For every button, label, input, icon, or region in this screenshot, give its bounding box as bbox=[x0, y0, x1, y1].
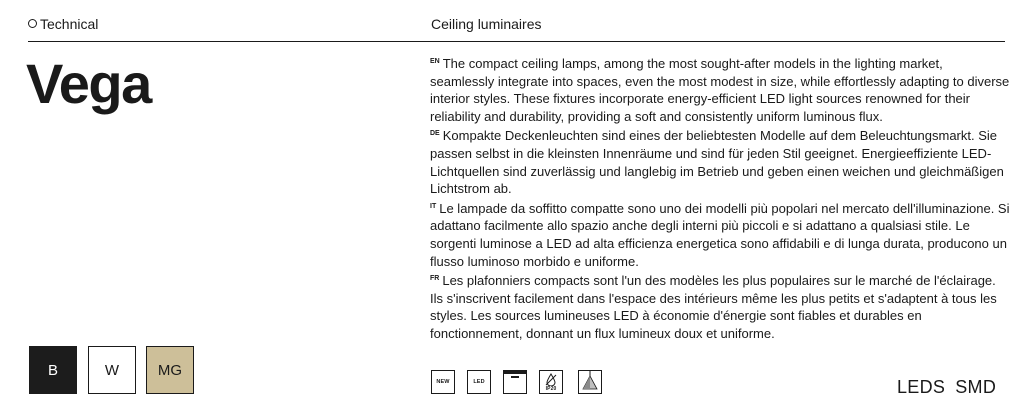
lang-tag: EN bbox=[430, 58, 440, 65]
product-title: Vega bbox=[26, 52, 151, 115]
lang-tag: IT bbox=[430, 202, 437, 210]
description-en: $^{EN}$ The compact ceiling lamps, among the most sought-after models in the lighting market, seamlessly integrate into spaces, even the most modest in size, while effortlessly adapting to diverse interior styles. These fixtures incorporate energy-efficient LED light sources renowned for their reliability and durability, providing a soft and consistently uniform luminous flux. bbox=[430, 56, 1010, 124]
finish-swatch-matte-gold[interactable]: MG bbox=[146, 346, 194, 394]
new-icon: NEW bbox=[431, 370, 455, 394]
section-label: Technical bbox=[28, 16, 98, 32]
led-icon: LED bbox=[467, 370, 491, 394]
description-block bbox=[430, 53, 1010, 343]
lang-tag: FR bbox=[430, 275, 440, 283]
finish-swatch-white[interactable]: W bbox=[88, 346, 136, 394]
header-divider bbox=[28, 41, 1005, 42]
light-source-label: LEDS SMD bbox=[897, 377, 997, 397]
lang-tag: DE bbox=[430, 130, 440, 138]
light-beam-icon bbox=[578, 370, 602, 394]
circle-bullet-icon bbox=[28, 19, 37, 28]
description-de: $^{DE}$ Kompakte Deckenleuchten sind eines der beliebtesten Modelle auf dem Beleuchtungsmarkt. Sie passen selbst in die kleinsten Innenräume und sind für jeden Stil geeignet. Energieeffiziente LED-Lichtquellen sind zuverlässig und langlebig im Betrieb und geben einen weichen und gleichmäßigen Lichtstrom ab. bbox=[430, 128, 1004, 197]
ceiling-mount-icon bbox=[503, 370, 527, 394]
description-fr: $^{FR}$ Les plafonniers compacts sont l'un des modèles les plus populaires sur le marché de l'éclairage. Ils s'inscrivent facilement dans l'espace des intérieurs même les plus petits et s'adaptent à tous les styles. Les sources lumineuses LED à économie d'énergie sont fiables et durables en fonctionnement, donnant un flux lumineux doux et uniforme. bbox=[430, 273, 997, 341]
category-label: Ceiling luminaires bbox=[431, 16, 542, 32]
ip20-icon: IP20 bbox=[539, 370, 563, 394]
finish-swatch-black[interactable]: B bbox=[29, 346, 77, 394]
description-it: $^{IT}$ Le lampade da soffitto compatte sono uno dei modelli più popolari nel mercato dell'illuminazione. Si adattano facilmente allo spazio anche degli interni più piccoli e si adattano a qualsiasi stile. Le sorgenti luminose a LED ad alta efficienza energetica sono affidabili e di lunga durata, producono un flusso luminoso morbido e uniforme. bbox=[430, 200, 1010, 269]
